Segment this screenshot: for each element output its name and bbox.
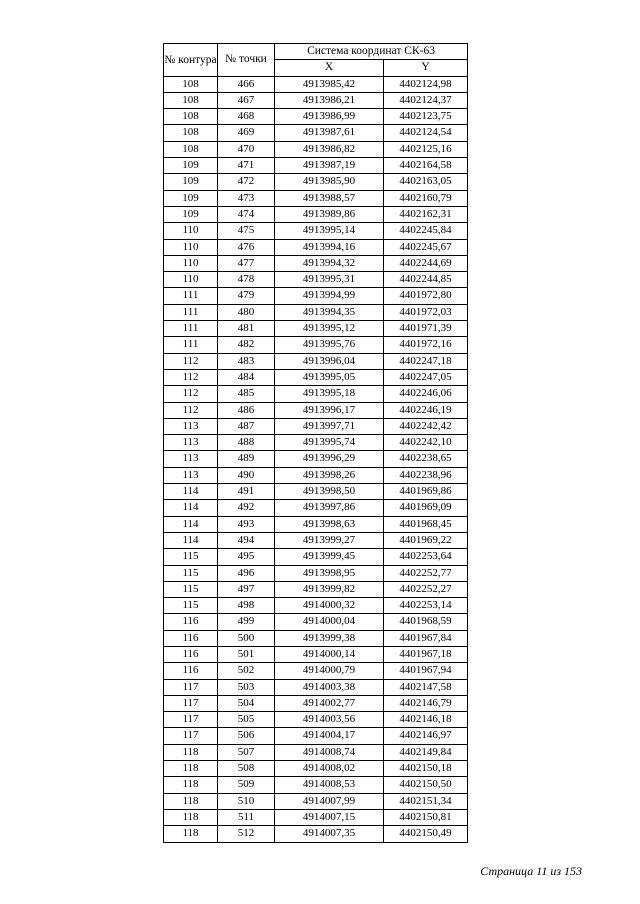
cell-contour: 109 bbox=[164, 158, 218, 174]
cell-point: 493 bbox=[218, 516, 275, 532]
cell-contour: 112 bbox=[164, 369, 218, 385]
table-body bbox=[164, 76, 468, 842]
header-point-number: № точки bbox=[218, 44, 275, 77]
table-row bbox=[164, 386, 468, 402]
cell-x: 4913998,63 bbox=[275, 516, 384, 532]
cell-x: 4913995,74 bbox=[275, 435, 384, 451]
cell-point: 512 bbox=[218, 826, 275, 842]
table-row bbox=[164, 581, 468, 597]
table-row bbox=[164, 516, 468, 532]
cell-y: 4402245,67 bbox=[384, 239, 468, 255]
table-row bbox=[164, 630, 468, 646]
cell-x: 4914003,56 bbox=[275, 712, 384, 728]
cell-y: 4402150,50 bbox=[384, 777, 468, 793]
cell-x: 4913999,27 bbox=[275, 532, 384, 548]
cell-contour: 111 bbox=[164, 321, 218, 337]
cell-y: 4401972,16 bbox=[384, 337, 468, 353]
table-row bbox=[164, 92, 468, 108]
cell-contour: 113 bbox=[164, 467, 218, 483]
table-row bbox=[164, 549, 468, 565]
cell-y: 4402149,84 bbox=[384, 744, 468, 760]
table-row bbox=[164, 304, 468, 320]
cell-point: 476 bbox=[218, 239, 275, 255]
cell-y: 4401969,09 bbox=[384, 500, 468, 516]
cell-x: 4913997,86 bbox=[275, 500, 384, 516]
cell-contour: 108 bbox=[164, 125, 218, 141]
table-row bbox=[164, 744, 468, 760]
cell-y: 4402125,16 bbox=[384, 141, 468, 157]
cell-x: 4913995,05 bbox=[275, 369, 384, 385]
cell-contour: 108 bbox=[164, 76, 218, 92]
cell-contour: 113 bbox=[164, 418, 218, 434]
table-header-row bbox=[164, 44, 468, 60]
cell-x: 4913998,95 bbox=[275, 565, 384, 581]
cell-x: 4913995,18 bbox=[275, 386, 384, 402]
table-row bbox=[164, 255, 468, 271]
cell-x: 4914000,04 bbox=[275, 614, 384, 630]
table-row bbox=[164, 337, 468, 353]
cell-y: 4402164,58 bbox=[384, 158, 468, 174]
cell-y: 4402246,06 bbox=[384, 386, 468, 402]
cell-point: 505 bbox=[218, 712, 275, 728]
table-row bbox=[164, 598, 468, 614]
cell-x: 4913995,76 bbox=[275, 337, 384, 353]
cell-y: 4402252,77 bbox=[384, 565, 468, 581]
cell-x: 4913994,16 bbox=[275, 239, 384, 255]
cell-x: 4913994,99 bbox=[275, 288, 384, 304]
table-row bbox=[164, 826, 468, 842]
cell-x: 4913994,35 bbox=[275, 304, 384, 320]
cell-contour: 117 bbox=[164, 679, 218, 695]
table-row bbox=[164, 223, 468, 239]
cell-y: 4402252,27 bbox=[384, 581, 468, 597]
cell-point: 473 bbox=[218, 190, 275, 206]
header-contour-number: № контура bbox=[164, 44, 218, 77]
cell-y: 4402242,10 bbox=[384, 435, 468, 451]
cell-contour: 110 bbox=[164, 223, 218, 239]
cell-contour: 115 bbox=[164, 598, 218, 614]
cell-y: 4402244,69 bbox=[384, 255, 468, 271]
cell-contour: 118 bbox=[164, 744, 218, 760]
cell-point: 481 bbox=[218, 321, 275, 337]
table-row bbox=[164, 190, 468, 206]
cell-contour: 118 bbox=[164, 793, 218, 809]
table-row bbox=[164, 663, 468, 679]
table-row bbox=[164, 728, 468, 744]
cell-x: 4913996,29 bbox=[275, 451, 384, 467]
cell-point: 478 bbox=[218, 272, 275, 288]
table-row bbox=[164, 288, 468, 304]
cell-contour: 116 bbox=[164, 663, 218, 679]
table-row bbox=[164, 793, 468, 809]
cell-x: 4914007,15 bbox=[275, 809, 384, 825]
cell-x: 4913986,99 bbox=[275, 109, 384, 125]
table-row bbox=[164, 76, 468, 92]
cell-y: 4402146,97 bbox=[384, 728, 468, 744]
cell-point: 470 bbox=[218, 141, 275, 157]
cell-point: 491 bbox=[218, 484, 275, 500]
cell-point: 496 bbox=[218, 565, 275, 581]
cell-x: 4913995,12 bbox=[275, 321, 384, 337]
cell-contour: 111 bbox=[164, 337, 218, 353]
cell-contour: 117 bbox=[164, 728, 218, 744]
cell-y: 4402124,54 bbox=[384, 125, 468, 141]
cell-contour: 115 bbox=[164, 549, 218, 565]
cell-y: 4401972,03 bbox=[384, 304, 468, 320]
cell-contour: 114 bbox=[164, 532, 218, 548]
cell-contour: 118 bbox=[164, 761, 218, 777]
cell-y: 4402244,85 bbox=[384, 272, 468, 288]
header-x: X bbox=[275, 60, 384, 76]
table-row bbox=[164, 369, 468, 385]
cell-point: 509 bbox=[218, 777, 275, 793]
cell-contour: 109 bbox=[164, 206, 218, 222]
cell-contour: 115 bbox=[164, 565, 218, 581]
cell-x: 4914008,74 bbox=[275, 744, 384, 760]
cell-y: 4401967,18 bbox=[384, 646, 468, 662]
cell-contour: 117 bbox=[164, 695, 218, 711]
cell-y: 4401969,22 bbox=[384, 532, 468, 548]
cell-point: 479 bbox=[218, 288, 275, 304]
cell-x: 4913999,38 bbox=[275, 630, 384, 646]
cell-point: 488 bbox=[218, 435, 275, 451]
cell-x: 4914000,14 bbox=[275, 646, 384, 662]
table-row bbox=[164, 174, 468, 190]
cell-y: 4402163,05 bbox=[384, 174, 468, 190]
cell-point: 486 bbox=[218, 402, 275, 418]
cell-y: 4401967,84 bbox=[384, 630, 468, 646]
cell-y: 4402150,81 bbox=[384, 809, 468, 825]
coordinates-table bbox=[163, 43, 468, 843]
cell-point: 507 bbox=[218, 744, 275, 760]
table-row bbox=[164, 467, 468, 483]
cell-y: 4402238,65 bbox=[384, 451, 468, 467]
table-row bbox=[164, 141, 468, 157]
cell-x: 4913995,31 bbox=[275, 272, 384, 288]
cell-x: 4913986,21 bbox=[275, 92, 384, 108]
cell-point: 475 bbox=[218, 223, 275, 239]
table-row bbox=[164, 353, 468, 369]
cell-point: 498 bbox=[218, 598, 275, 614]
cell-contour: 116 bbox=[164, 630, 218, 646]
cell-y: 4402253,64 bbox=[384, 549, 468, 565]
table-row bbox=[164, 761, 468, 777]
cell-contour: 112 bbox=[164, 402, 218, 418]
table-row bbox=[164, 712, 468, 728]
cell-y: 4402150,49 bbox=[384, 826, 468, 842]
cell-x: 4913985,90 bbox=[275, 174, 384, 190]
cell-contour: 111 bbox=[164, 288, 218, 304]
cell-contour: 113 bbox=[164, 435, 218, 451]
cell-x: 4913999,45 bbox=[275, 549, 384, 565]
cell-point: 503 bbox=[218, 679, 275, 695]
cell-point: 487 bbox=[218, 418, 275, 434]
cell-contour: 118 bbox=[164, 826, 218, 842]
cell-y: 4402147,58 bbox=[384, 679, 468, 695]
table-row bbox=[164, 484, 468, 500]
table-row bbox=[164, 158, 468, 174]
cell-point: 494 bbox=[218, 532, 275, 548]
cell-contour: 108 bbox=[164, 141, 218, 157]
cell-contour: 117 bbox=[164, 712, 218, 728]
cell-y: 4401971,39 bbox=[384, 321, 468, 337]
cell-contour: 118 bbox=[164, 809, 218, 825]
cell-y: 4402146,79 bbox=[384, 695, 468, 711]
cell-x: 4913998,26 bbox=[275, 467, 384, 483]
cell-contour: 109 bbox=[164, 174, 218, 190]
cell-point: 485 bbox=[218, 386, 275, 402]
cell-x: 4913988,57 bbox=[275, 190, 384, 206]
cell-point: 472 bbox=[218, 174, 275, 190]
cell-x: 4914007,35 bbox=[275, 826, 384, 842]
cell-y: 4402160,79 bbox=[384, 190, 468, 206]
cell-point: 499 bbox=[218, 614, 275, 630]
table-row bbox=[164, 109, 468, 125]
table-row bbox=[164, 206, 468, 222]
cell-x: 4913986,82 bbox=[275, 141, 384, 157]
table-row bbox=[164, 777, 468, 793]
cell-y: 4402146,18 bbox=[384, 712, 468, 728]
cell-y: 4401969,86 bbox=[384, 484, 468, 500]
cell-contour: 112 bbox=[164, 386, 218, 402]
cell-point: 497 bbox=[218, 581, 275, 597]
cell-point: 471 bbox=[218, 158, 275, 174]
cell-x: 4913989,86 bbox=[275, 206, 384, 222]
cell-point: 510 bbox=[218, 793, 275, 809]
cell-x: 4913995,14 bbox=[275, 223, 384, 239]
cell-point: 477 bbox=[218, 255, 275, 271]
cell-point: 484 bbox=[218, 369, 275, 385]
table-row bbox=[164, 532, 468, 548]
cell-y: 4402162,31 bbox=[384, 206, 468, 222]
cell-x: 4913994,32 bbox=[275, 255, 384, 271]
cell-contour: 114 bbox=[164, 516, 218, 532]
cell-point: 469 bbox=[218, 125, 275, 141]
cell-y: 4401967,94 bbox=[384, 663, 468, 679]
cell-point: 467 bbox=[218, 92, 275, 108]
cell-point: 492 bbox=[218, 500, 275, 516]
cell-x: 4914008,53 bbox=[275, 777, 384, 793]
table-row bbox=[164, 125, 468, 141]
cell-y: 4402238,96 bbox=[384, 467, 468, 483]
cell-y: 4402247,05 bbox=[384, 369, 468, 385]
cell-contour: 113 bbox=[164, 451, 218, 467]
cell-x: 4913997,71 bbox=[275, 418, 384, 434]
cell-point: 508 bbox=[218, 761, 275, 777]
table-row bbox=[164, 272, 468, 288]
cell-contour: 110 bbox=[164, 255, 218, 271]
cell-point: 474 bbox=[218, 206, 275, 222]
table-row bbox=[164, 239, 468, 255]
cell-x: 4914007,99 bbox=[275, 793, 384, 809]
cell-point: 495 bbox=[218, 549, 275, 565]
cell-contour: 108 bbox=[164, 109, 218, 125]
table-row bbox=[164, 614, 468, 630]
header-y: Y bbox=[384, 60, 468, 76]
cell-y: 4402253,14 bbox=[384, 598, 468, 614]
cell-point: 511 bbox=[218, 809, 275, 825]
cell-contour: 110 bbox=[164, 239, 218, 255]
cell-x: 4913987,19 bbox=[275, 158, 384, 174]
cell-x: 4914000,32 bbox=[275, 598, 384, 614]
header-coordinate-system: Система координат СК-63 bbox=[275, 44, 468, 60]
cell-contour: 118 bbox=[164, 777, 218, 793]
cell-y: 4401968,59 bbox=[384, 614, 468, 630]
cell-y: 4402242,42 bbox=[384, 418, 468, 434]
cell-contour: 115 bbox=[164, 581, 218, 597]
cell-contour: 114 bbox=[164, 500, 218, 516]
cell-x: 4914003,38 bbox=[275, 679, 384, 695]
table-row bbox=[164, 679, 468, 695]
cell-point: 500 bbox=[218, 630, 275, 646]
table-row bbox=[164, 321, 468, 337]
table-row bbox=[164, 451, 468, 467]
cell-y: 4402150,18 bbox=[384, 761, 468, 777]
cell-point: 504 bbox=[218, 695, 275, 711]
cell-point: 466 bbox=[218, 76, 275, 92]
table-row bbox=[164, 435, 468, 451]
cell-y: 4402245,84 bbox=[384, 223, 468, 239]
cell-x: 4913999,82 bbox=[275, 581, 384, 597]
cell-contour: 108 bbox=[164, 92, 218, 108]
table-row bbox=[164, 809, 468, 825]
cell-point: 502 bbox=[218, 663, 275, 679]
table-row bbox=[164, 500, 468, 516]
cell-x: 4913996,17 bbox=[275, 402, 384, 418]
cell-contour: 109 bbox=[164, 190, 218, 206]
cell-point: 501 bbox=[218, 646, 275, 662]
cell-y: 4402151,34 bbox=[384, 793, 468, 809]
cell-contour: 110 bbox=[164, 272, 218, 288]
cell-y: 4401972,80 bbox=[384, 288, 468, 304]
cell-contour: 114 bbox=[164, 484, 218, 500]
table-row bbox=[164, 402, 468, 418]
cell-x: 4914004,17 bbox=[275, 728, 384, 744]
table-row bbox=[164, 695, 468, 711]
cell-x: 4914002,77 bbox=[275, 695, 384, 711]
cell-x: 4914000,79 bbox=[275, 663, 384, 679]
cell-point: 482 bbox=[218, 337, 275, 353]
cell-x: 4913996,04 bbox=[275, 353, 384, 369]
cell-contour: 112 bbox=[164, 353, 218, 369]
cell-x: 4913987,61 bbox=[275, 125, 384, 141]
cell-contour: 116 bbox=[164, 614, 218, 630]
cell-y: 4401968,45 bbox=[384, 516, 468, 532]
cell-point: 483 bbox=[218, 353, 275, 369]
table-row bbox=[164, 565, 468, 581]
cell-contour: 111 bbox=[164, 304, 218, 320]
cell-x: 4913985,42 bbox=[275, 76, 384, 92]
cell-y: 4402123,75 bbox=[384, 109, 468, 125]
cell-y: 4402247,18 bbox=[384, 353, 468, 369]
cell-point: 468 bbox=[218, 109, 275, 125]
cell-point: 480 bbox=[218, 304, 275, 320]
page-number-footer: Страница 11 из 153 bbox=[480, 864, 582, 878]
cell-x: 4913998,50 bbox=[275, 484, 384, 500]
cell-y: 4402246,19 bbox=[384, 402, 468, 418]
table-row bbox=[164, 418, 468, 434]
cell-contour: 116 bbox=[164, 646, 218, 662]
cell-y: 4402124,37 bbox=[384, 92, 468, 108]
cell-point: 489 bbox=[218, 451, 275, 467]
cell-x: 4914008,02 bbox=[275, 761, 384, 777]
cell-point: 506 bbox=[218, 728, 275, 744]
cell-y: 4402124,98 bbox=[384, 76, 468, 92]
cell-point: 490 bbox=[218, 467, 275, 483]
table-row bbox=[164, 646, 468, 662]
